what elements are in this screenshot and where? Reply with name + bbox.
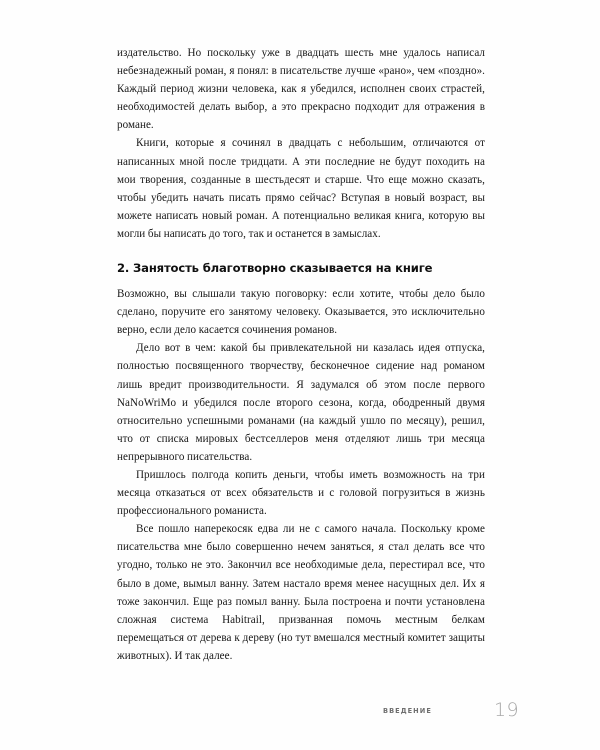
paragraph-nanowrimo: Дело вот в чем: какой бы привлекательной ни казалась идея отпуска, полностью посвященного творчеству, бесконечное сидение над романом лишь вредит производительности. Я задумался об этом после первого NaNoWriMo и убедился после второго сезона, когда, ободренный двумя относительно успешными романами (на каждый ушло по месяцу), решил, что от списка мировых бестселлеров меня отделяют лишь три месяца непрерывного писательства. [117,342,485,463]
heading-spacer-top [117,243,485,260]
paragraph-savings: Пришлось полгода копить деньги, чтобы иметь возможность на три месяца отказаться от всех обязательств и с головой погрузиться в жизнь профессионального романиста. [117,468,485,518]
text-column [117,44,485,665]
page-footer [0,699,600,733]
paragraph-books-twenties: Книги, которые я сочинял в двадцать с небольшим, отличаются от написанных мной после тридцати. А эти последние не будут походить на мои творения, созданные в шестьдесят и старше. Что еще можно сказать, чтобы убедить начать писать прямо сейчас? Вступая в новый возраст, вы можете написать новый роман. А потенциально великая книга, которую вы могли бы написать до того, так и останется в замыслах. [117,137,485,240]
section-heading: 2. Занятость благотворно сказывается на книге [117,261,433,276]
paragraph-saying: Возможно, вы слышали такую поговорку: если хотите, чтобы дело было сделано, поручите его занятому человеку. Оказывается, это исключительно верно, если дело касается сочинения романов. [117,288,485,337]
heading-spacer-bottom [117,276,485,285]
paragraph-habitrail: Все пошло наперекосяк едва ли не с самого начала. Поскольку кроме писательства мне было совершенно нечем заняться, я стал делать все что угодно, только не это. Закончил все необходимые дела, перестирал все, что было в доме, вымыл ванну. Затем настало время менее насущных дел. Их я тоже закончил. Еще раз помыл ванну. Была построена и почти установлена сложная система Habitrail, призванная помочь местным белкам перемещаться от дерева к дереву (но тут вмешался местный комитет защиты животных). И так далее. [117,523,485,662]
page-number: 19 [494,699,519,721]
paragraph-continuation: издательство. Но поскольку уже в двадцать шесть мне удалось написал небезнадежный роман, я понял: в писательстве лучше «рано», чем «поздно». Каждый период жизни человека, как я убедился, исполнен своих страстей, необходимостей делать выбор, а это прекрасно подходит для отражения в романе. [117,47,485,132]
running-head: ВВЕДЕНИЕ [383,707,432,715]
